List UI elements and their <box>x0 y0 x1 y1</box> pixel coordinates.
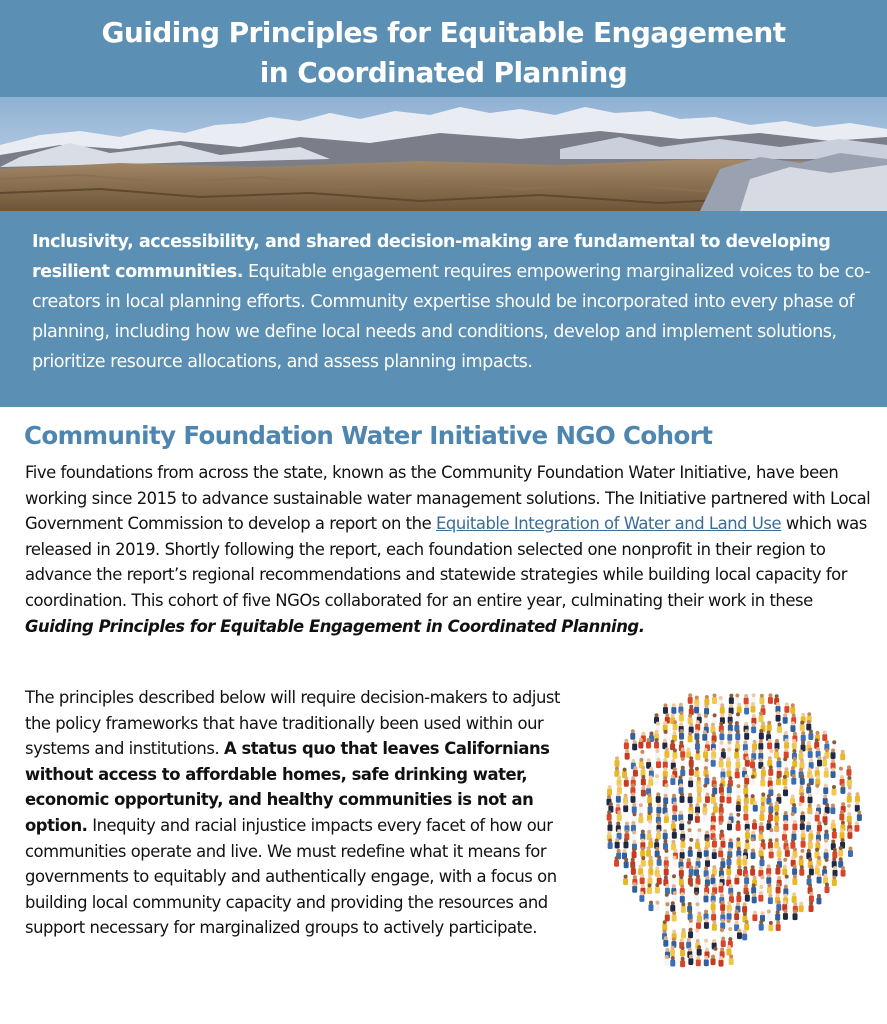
mountain-landscape-photo <box>0 97 887 211</box>
cohort-text-2: which was released in 2019. Shortly following the report, each foundation selected one nonprofit in their region to advance the report’s regional recommendations and statewide strategies while building local capacity for coordination. This cohort of five NGOs collaborated for an entire year, culminating their work in these <box>25 514 867 610</box>
intro-callout <box>0 211 887 407</box>
principles-text-2: Inequity and racial injustice impacts every facet of how our communities operate and live. We must redefine what it means for governments to equitably and authentically engage, with a focus on building local community capacity and providing the resources and support necessary for marginalized groups to actively participate. <box>25 815 557 938</box>
title-banner <box>0 0 887 97</box>
title-line-1: Guiding Principles for Equitable Engagement <box>101 16 786 49</box>
cohort-emphasis: Guiding Principles for Equitable Engagement in Coordinated Planning. <box>25 616 645 636</box>
crowd-speech-bubble-illustration <box>598 683 864 976</box>
principles-paragraph <box>25 685 570 941</box>
cohort-text-1: Five foundations from across the state, known as the Community Foundation Water Initiative, have been working since 2015 to advance sustainable water management solutions. The Initiative partnered with Local Government Commission to develop a report on the <box>25 463 871 534</box>
intro-text: Equitable engagement requires empowering marginalized voices to be co-creators in local planning efforts. Community expertise should be incorporated into every phase of planning, including how we define local needs and conditions, develop and implement solutions, prioritize resource allocations, and assess planning impacts. <box>32 262 871 372</box>
page-title <box>0 0 887 93</box>
section-heading: Community Foundation Water Initiative NGO Cohort <box>24 421 713 450</box>
title-line-2: in Coordinated Planning <box>259 56 628 89</box>
report-link[interactable]: Equitable Integration of Water and Land Use <box>436 514 782 534</box>
principles-text-1: The principles described below will require decision-makers to adjust the policy frameworks that have traditionally been used within our systems and institutions. <box>25 688 560 759</box>
cohort-paragraph <box>25 460 875 639</box>
intro-lead: Inclusivity, accessibility, and shared decision-making are fundamental to developing resilient communities. <box>32 232 831 282</box>
principles-bold: A status quo that leaves Californians without access to affordable homes, safe drinking water, economic opportunity, and healthy communities is not an option. <box>25 739 550 835</box>
